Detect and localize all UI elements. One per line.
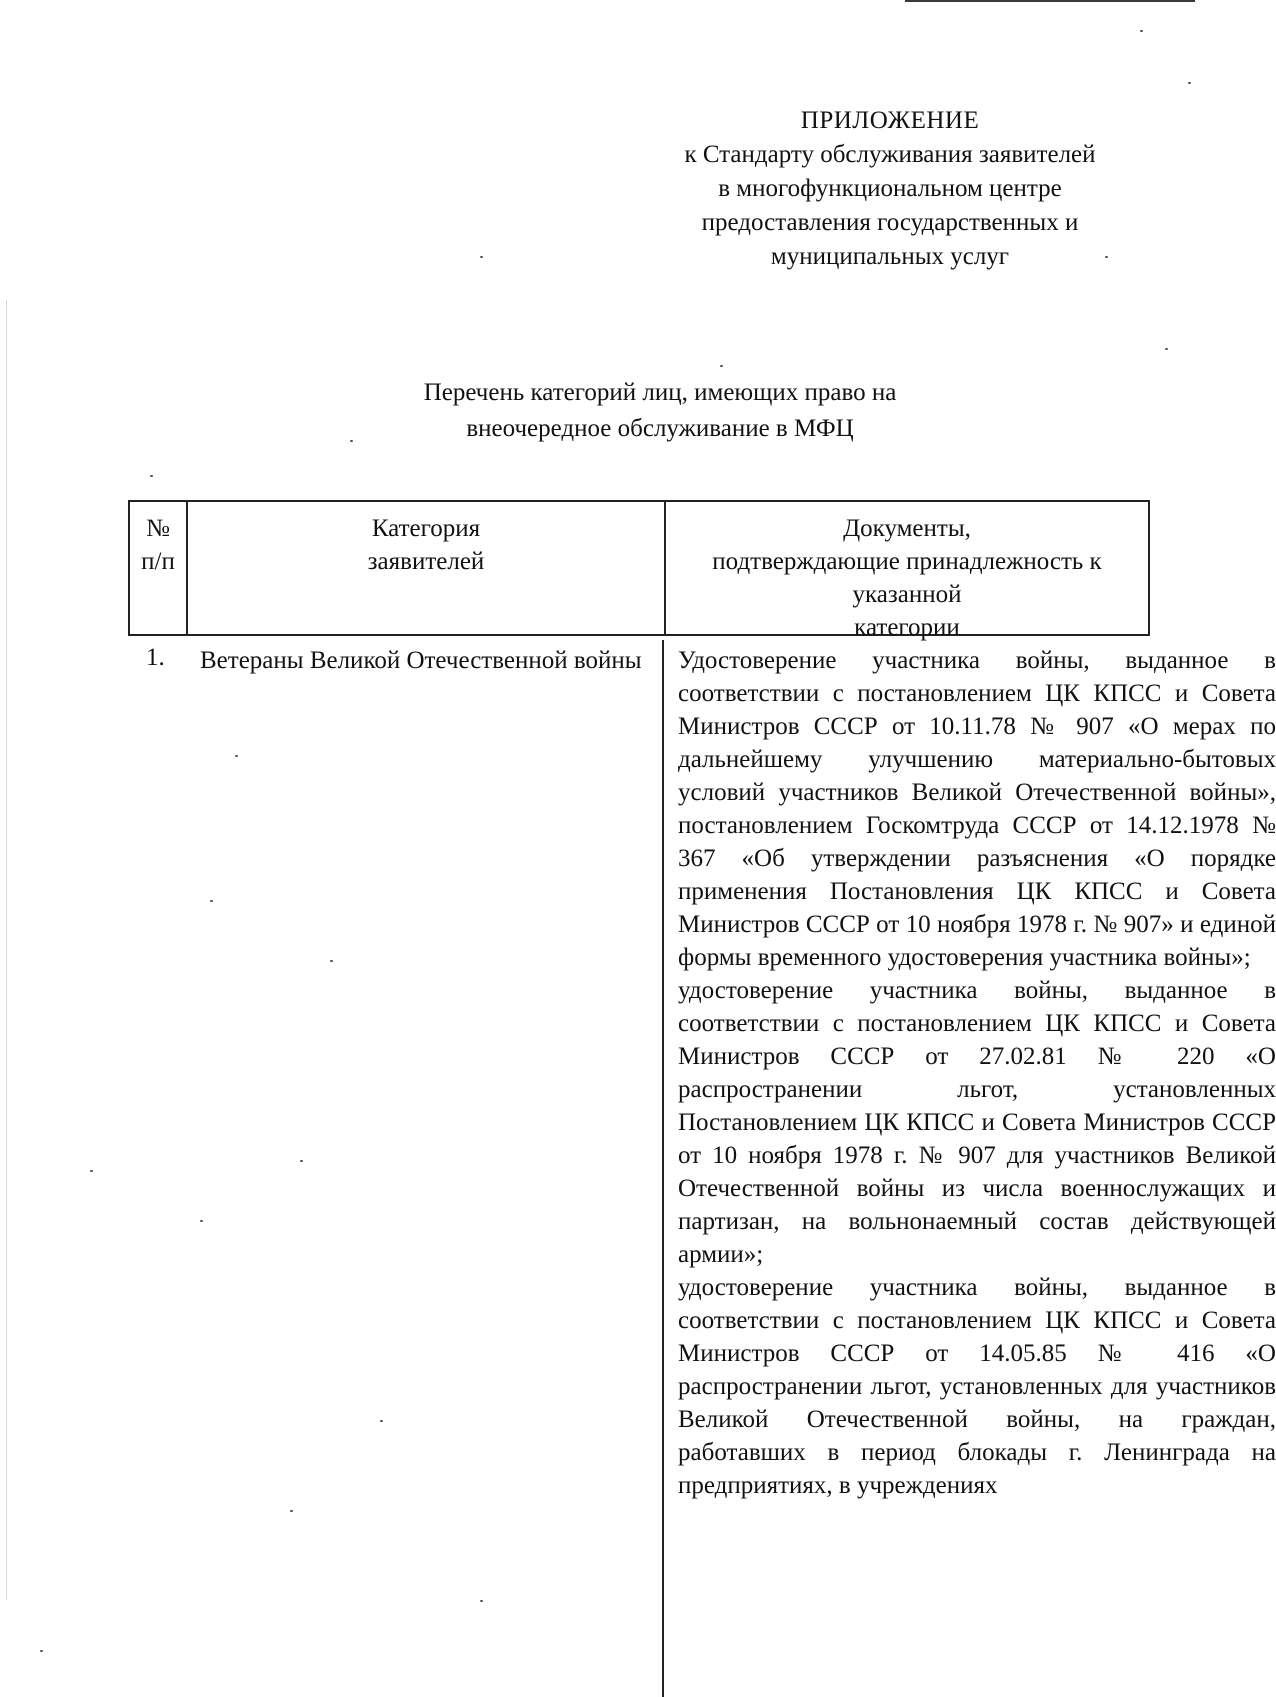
scan-top-edge: [905, 0, 1195, 2]
scan-speck: [720, 365, 723, 367]
scan-speck: [300, 1160, 303, 1162]
scan-speck: [90, 1170, 93, 1172]
scan-speck: [235, 755, 238, 757]
column-divider: [662, 640, 664, 1697]
scan-speck: [330, 960, 333, 962]
scan-speck: [350, 440, 353, 442]
row-category: Ветераны Великой Отечественной войны: [200, 647, 642, 674]
scan-speck: [1105, 256, 1108, 258]
appendix-line: муниципальных услуг: [770, 243, 1010, 270]
appendix-title: ПРИЛОЖЕНИЕ: [800, 107, 980, 134]
table-row: [128, 640, 1276, 1697]
scan-speck: [1140, 30, 1143, 32]
title-line: внеочередное обслуживание в МФЦ: [466, 415, 854, 442]
header-cell-num: № п/п: [141, 515, 175, 575]
document-paragraph: Удостоверение участника войны, выданное в соответствии с постановлением ЦК КПСС и Совета Министров СССР от 10.11.78 № 907 «О мерах по дальнейшему улучшению материально-бытовых условий участников Великой Отечественной войны», постановлением Госкомтруда СССР от 14.12.1978 № 367 «Об утверждении разъяснения «О порядке применения Постановления ЦК КПСС и Совета Министров СССР от 10 ноября 1978 г. № 907» и единой формы временного удостоверения участника войны»;: [678, 647, 1276, 971]
appendix-line: предоставления государственных и: [701, 209, 1079, 236]
scan-speck: [210, 900, 213, 902]
table-header: [128, 500, 1150, 641]
scan-speck: [480, 1600, 483, 1602]
row-documents: [678, 644, 1276, 1502]
scan-speck: [150, 475, 153, 477]
scan-left-edge: [6, 300, 7, 1600]
document-paragraph: удостоверение участника войны, выданное в соответствии с постановлением ЦК КПСС и Совета Министров СССР от 14.05.85 № 416 «О распространении льгот, установленных для участников Великой Отечественной войны, на граждан, работавших в период блокады г. Ленинграда на предприятиях, в учреждениях: [678, 1274, 1276, 1499]
scan-speck: [1188, 82, 1191, 84]
header-cell-documents: Документы, подтверждающие принадлежность к указанной категории: [664, 502, 1148, 634]
title-line: Перечень категорий лиц, имеющих право на: [423, 379, 897, 406]
scan-speck: [380, 1420, 383, 1422]
document-title: [300, 375, 1020, 447]
scan-speck: [1165, 348, 1168, 350]
scan-speck: [40, 1650, 43, 1652]
scan-speck: [480, 256, 483, 258]
appendix-line: к Стандарту обслуживания заявителей: [684, 141, 1096, 168]
scan-speck: [290, 1510, 293, 1512]
appendix-line: в многофункциональном центре: [718, 175, 1062, 202]
row-number: 1.: [146, 644, 165, 671]
appendix-header: [640, 104, 1140, 274]
scan-speck: [200, 1220, 203, 1222]
document-paragraph: удостоверение участника войны, выданное в соответствии с постановлением ЦК КПСС и Совета Министров СССР от 27.02.81 № 220 «О распространении льгот, установленных Постановлением ЦК КПСС и Совета Министров СССР от 10 ноября 1978 г. № 907 для участников Великой Отечественной войны из числа военнослужащих и партизан, на вольнонаемный состав действующей армии»;: [678, 977, 1276, 1268]
header-cell-category: Категория заявителей: [186, 502, 664, 634]
